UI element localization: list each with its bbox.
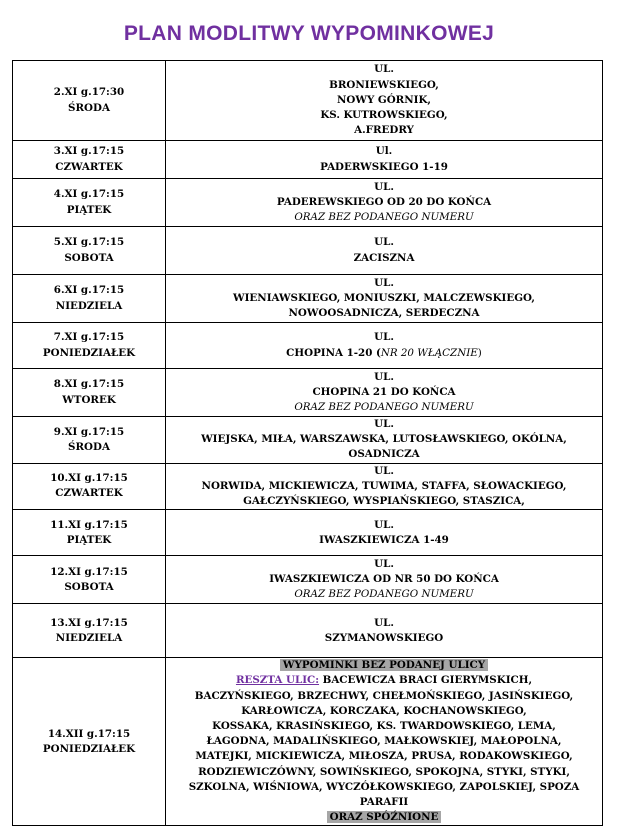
street-line: UL. bbox=[374, 616, 394, 629]
street-line: UL. bbox=[374, 276, 394, 289]
street-line: NOWY GÓRNIK, bbox=[337, 93, 431, 106]
street-line: BACZYŃSKIEGO, BRZECHWY, CHEŁMOŃSKIEGO, JASIŃSKIEGO, bbox=[194, 689, 574, 702]
date-time: 3.XI g.17:15 bbox=[53, 145, 125, 158]
street-note: ORAZ BEZ PODANEGO NUMERU bbox=[294, 401, 474, 414]
schedule-row bbox=[13, 141, 603, 179]
date-time: 8.XI g.17:15 bbox=[53, 378, 125, 391]
streets-cell bbox=[166, 658, 603, 826]
street-line: KARŁOWICZA, KORCZAKA, KOCHANOWSKIEGO, bbox=[241, 704, 527, 717]
remaining-streets-label: RESZTA ULIC: bbox=[235, 674, 320, 687]
date-time: 4.XI g.17:15 bbox=[53, 188, 125, 201]
weekday: ŚRODA bbox=[68, 440, 110, 453]
street-line: UL. bbox=[374, 464, 394, 477]
date-cell bbox=[13, 604, 166, 658]
streets-cell bbox=[166, 556, 603, 604]
street-line: KS. KUTROWSKIEGO, bbox=[320, 109, 448, 122]
street-line: ŁAGODNA, MADALIŃSKIEGO, MAŁKOWSKIEJ, MAŁOPOLNA, bbox=[206, 735, 562, 748]
streets-cell bbox=[166, 369, 603, 417]
schedule-row bbox=[13, 604, 603, 658]
street-line: WIENIAWSKIEGO, MONIUSZKI, MALCZEWSKIEGO, bbox=[233, 291, 535, 304]
street-line: IWASZKIEWICZA OD NR 50 DO KOŃCA bbox=[269, 573, 499, 586]
street-main-end: ) bbox=[477, 346, 482, 359]
date-time: 5.XI g.17:15 bbox=[53, 236, 125, 249]
streets-cell bbox=[166, 275, 603, 323]
schedule-row bbox=[13, 463, 603, 510]
late-names-footer: ORAZ SPÓŹNIONE bbox=[327, 811, 442, 823]
street-line: PADEREWSKIEGO OD 20 DO KOŃCA bbox=[276, 195, 492, 208]
street-line: UL. bbox=[374, 370, 394, 383]
schedule-row bbox=[13, 323, 603, 369]
street-line: SZYMANOWSKIEGO bbox=[324, 631, 444, 644]
prayer-schedule-table bbox=[12, 60, 603, 826]
weekday: SOBOTA bbox=[64, 251, 114, 264]
street-line: PADERWSKIEGO 1-19 bbox=[320, 160, 448, 173]
weekday: SOBOTA bbox=[64, 580, 114, 593]
schedule-row bbox=[13, 510, 603, 556]
weekday: PIĄTEK bbox=[66, 533, 112, 546]
street-line: ZACISZNA bbox=[353, 251, 415, 264]
streets-cell bbox=[166, 604, 603, 658]
weekday: NIEDZIELA bbox=[55, 299, 123, 312]
schedule-row bbox=[13, 417, 603, 464]
street-line: UL. bbox=[374, 63, 394, 76]
streets-cell bbox=[166, 417, 603, 464]
streets-cell bbox=[166, 61, 603, 141]
street-line: RODZIEWICZÓWNY, SOWIŃSKIEGO, SPOKOJNA, STYKI, STYKI, bbox=[198, 765, 570, 778]
date-cell bbox=[13, 141, 166, 179]
street-line: UL. bbox=[374, 518, 394, 531]
date-cell bbox=[13, 179, 166, 227]
no-street-header: WYPOMINKI BEZ PODANEJ ULICY bbox=[280, 659, 488, 671]
street-line: KOSSAKA, KRASIŃSKIEGO, KS. TWARDOWSKIEGO, LEMA, bbox=[212, 720, 556, 733]
streets-cell bbox=[166, 179, 603, 227]
street-line: BACEWICZA BRACI GIERYMSKICH, bbox=[319, 674, 533, 687]
schedule-row bbox=[13, 275, 603, 323]
weekday: PONIEDZIAŁEK bbox=[42, 346, 136, 359]
street-line: NORWIDA, MICKIEWICZA, TUWIMA, STAFFA, SŁOWACKIEGO, bbox=[201, 479, 567, 492]
street-line: CHOPINA 21 DO KOŃCA bbox=[312, 385, 456, 398]
streets-cell bbox=[166, 141, 603, 179]
date-time: 11.XI g.17:15 bbox=[50, 518, 128, 531]
street-line: PARAFII bbox=[359, 796, 409, 809]
date-cell bbox=[13, 323, 166, 369]
weekday: PONIEDZIAŁEK bbox=[42, 742, 136, 755]
streets-cell bbox=[166, 227, 603, 275]
street-line: IWASZKIEWICZA 1-49 bbox=[319, 533, 449, 546]
date-cell bbox=[13, 417, 166, 464]
schedule-row bbox=[13, 369, 603, 417]
weekday: PIĄTEK bbox=[66, 203, 112, 216]
street-line: MATEJKI, MICKIEWICZA, MIŁOSZA, PRUSA, RODAKOWSKIEGO, bbox=[195, 750, 573, 763]
date-cell bbox=[13, 61, 166, 141]
street-main: CHOPINA 1-20 ( bbox=[286, 346, 381, 359]
schedule-row bbox=[13, 227, 603, 275]
street-line: GAŁCZYŃSKIEGO, WYSPIAŃSKIEGO, STASZICA, bbox=[243, 495, 525, 508]
street-line: UL. bbox=[374, 236, 394, 249]
street-line: SZKOLNA, WIŚNIOWA, WYCZÓŁKOWSKIEGO, ZAPOLSKIEJ, SPOZA bbox=[188, 780, 580, 793]
schedule-row bbox=[13, 179, 603, 227]
page-title: PLAN MODLITWY WYPOMINKOWEJ bbox=[123, 22, 495, 45]
date-cell bbox=[13, 369, 166, 417]
street-note: ORAZ BEZ PODANEGO NUMERU bbox=[294, 211, 474, 224]
date-time: 2.XI g.17:30 bbox=[53, 86, 125, 99]
date-time: 13.XI g.17:15 bbox=[50, 616, 128, 629]
street-note: NR 20 WŁĄCZNIE bbox=[380, 346, 478, 359]
street-line: Ul. bbox=[375, 145, 393, 158]
street-line: UL. bbox=[374, 180, 394, 193]
street-line: A.FREDRY bbox=[354, 124, 414, 137]
street-note: ORAZ BEZ PODANEGO NUMERU bbox=[294, 588, 474, 601]
weekday: CZWARTEK bbox=[55, 487, 123, 500]
date-time: 14.XII g.17:15 bbox=[47, 727, 131, 740]
date-cell bbox=[13, 463, 166, 510]
date-cell bbox=[13, 556, 166, 604]
street-line: UL. bbox=[374, 331, 394, 344]
date-cell bbox=[13, 510, 166, 556]
date-time: 10.XI g.17:15 bbox=[50, 472, 128, 485]
street-line: OSADNICZA bbox=[348, 448, 420, 461]
weekday: WTOREK bbox=[62, 393, 116, 406]
weekday: ŚRODA bbox=[68, 101, 110, 114]
date-time: 9.XI g.17:15 bbox=[53, 425, 125, 438]
streets-cell bbox=[166, 510, 603, 556]
schedule-row bbox=[13, 556, 603, 604]
date-cell bbox=[13, 227, 166, 275]
street-line: BRONIEWSKIEGO, bbox=[329, 78, 439, 91]
weekday: NIEDZIELA bbox=[55, 631, 123, 644]
streets-cell bbox=[166, 463, 603, 510]
street-line bbox=[169, 346, 599, 361]
street-line: UL. bbox=[374, 418, 394, 430]
schedule-row-remaining-streets bbox=[13, 658, 603, 826]
date-time: 7.XI g.17:15 bbox=[53, 331, 125, 344]
streets-cell bbox=[166, 323, 603, 369]
date-cell bbox=[13, 275, 166, 323]
date-time: 12.XI g.17:15 bbox=[50, 565, 128, 578]
street-line: WIEJSKA, MIŁA, WARSZAWSKA, LUTOSŁAWSKIEGO, OKÓLNA, bbox=[201, 433, 567, 446]
street-line: NOWOOSADNICZA, SERDECZNA bbox=[288, 307, 480, 320]
street-line: UL. bbox=[374, 557, 394, 570]
date-cell bbox=[13, 658, 166, 826]
date-time: 6.XI g.17:15 bbox=[53, 284, 125, 297]
schedule-row bbox=[13, 61, 603, 141]
weekday: CZWARTEK bbox=[55, 160, 123, 173]
